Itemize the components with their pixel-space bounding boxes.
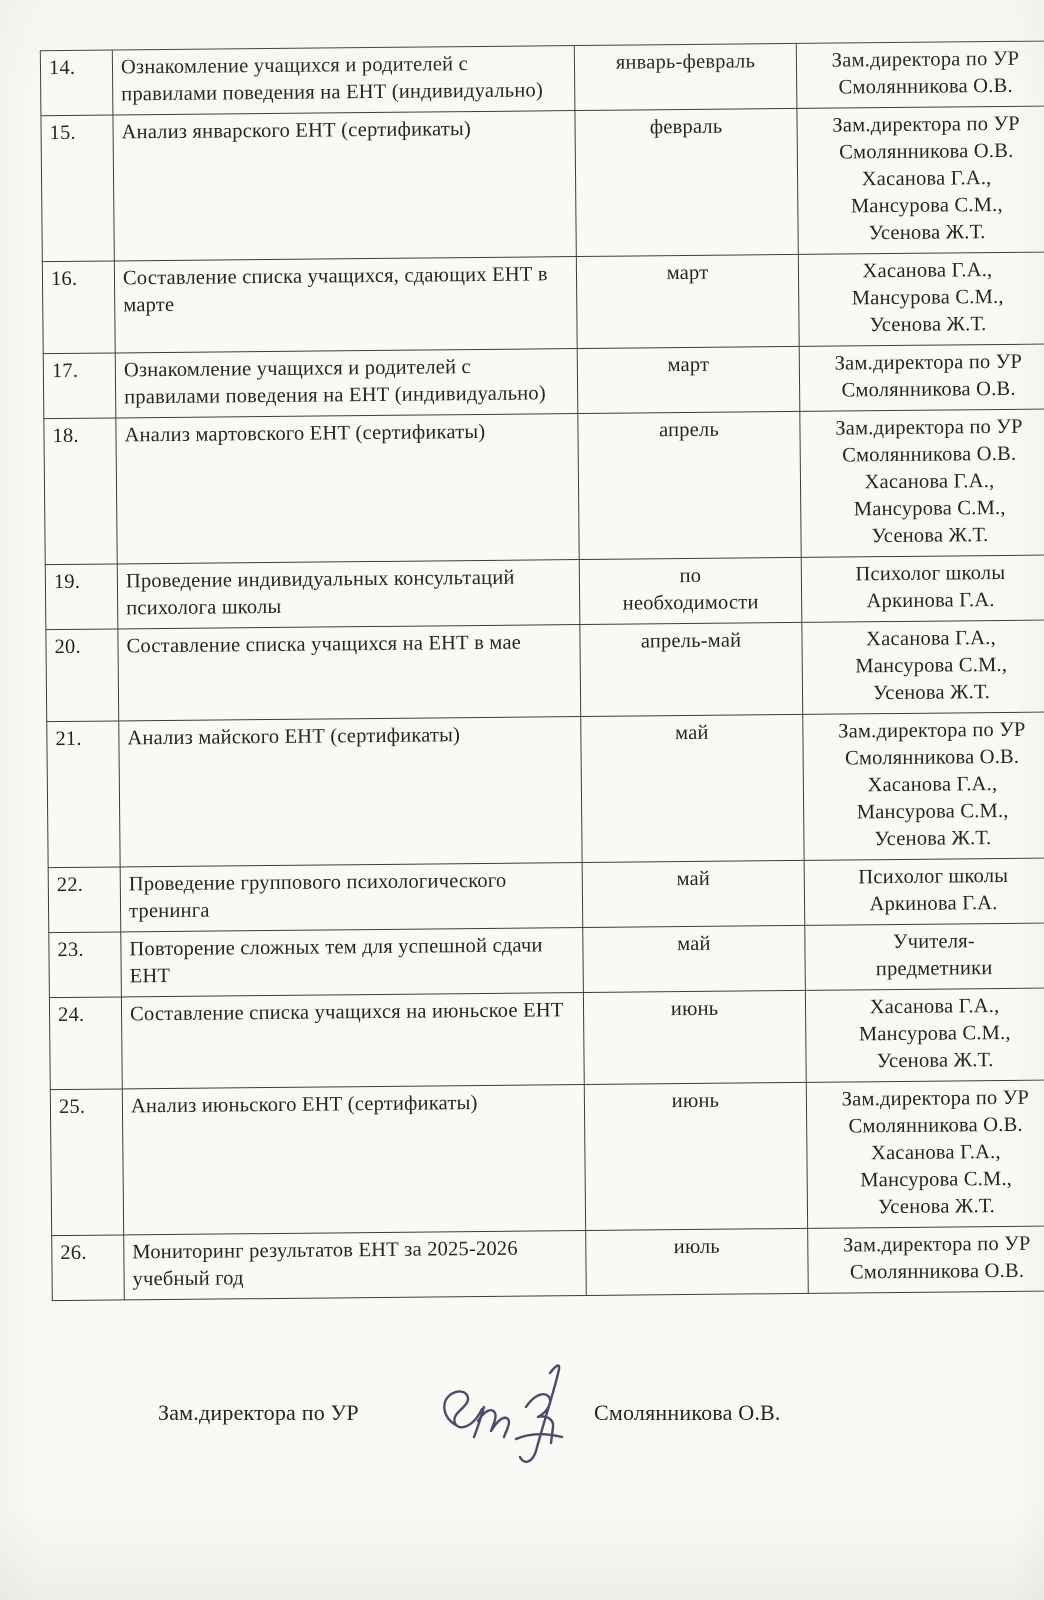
responsible-cell: Зам.директора по УР Смолянникова О.В. <box>808 1226 1044 1293</box>
row-number-cell: 14. <box>40 50 113 116</box>
row-number-cell: 23. <box>49 932 122 998</box>
responsible-cell: Зам.директора по УР Смолянникова О.В. <box>799 344 1044 411</box>
timing-cell: июнь <box>583 990 806 1084</box>
responsible-cell: Зам.директора по УР Смолянникова О.В. Хасанова Г.А., Мансурова С.М., Усенова Ж.Т. <box>803 712 1044 860</box>
table-row <box>48 858 1044 933</box>
row-number-cell: 16. <box>42 261 115 354</box>
responsible-cell: Психолог школы Аркинова Г.А. <box>804 858 1044 925</box>
activity-cell: Анализ январского ЕНТ (сертификаты) <box>113 111 576 261</box>
activity-cell: Составление списка учащихся, сдающих ЕНТ в марте <box>114 257 577 353</box>
row-number-cell: 21. <box>47 721 120 868</box>
plan-table-body <box>40 41 1044 1301</box>
table-row <box>42 252 1044 354</box>
activity-cell: Мониторинг результатов ЕНТ за 2025-2026 учебный год <box>124 1231 587 1300</box>
table-row <box>52 1226 1044 1301</box>
activity-cell: Повторение сложных тем для успешной сдачи ЕНТ <box>121 928 584 997</box>
responsible-cell: Зам.директора по УР Смолянникова О.В. Хасанова Г.А., Мансурова С.М., Усенова Ж.Т. <box>806 1080 1044 1228</box>
row-number-cell: 15. <box>41 115 114 262</box>
row-number-cell: 17. <box>43 353 116 419</box>
responsible-cell: Зам.директора по УР Смолянникова О.В. Хасанова Г.А., Мансурова С.М., Усенова Ж.Т. <box>797 106 1044 254</box>
table-row <box>44 409 1044 565</box>
responsible-cell: Хасанова Г.А., Мансурова С.М., Усенова Ж.Т. <box>802 620 1044 714</box>
table-row <box>43 344 1044 419</box>
table-row <box>49 988 1044 1090</box>
timing-cell: январь-февраль <box>574 43 797 110</box>
timing-cell: май <box>582 860 805 927</box>
timing-cell: апрель-май <box>580 622 803 716</box>
timing-cell: май <box>583 925 806 992</box>
timing-cell: май <box>581 714 804 862</box>
signature-name-label: Смолянникова О.В. <box>594 1400 781 1425</box>
row-number-cell: 24. <box>49 997 122 1090</box>
activity-cell: Составление списка учащихся на июньское ЕНТ <box>121 993 584 1089</box>
timing-cell: июль <box>586 1228 809 1295</box>
handwritten-signature <box>432 1351 592 1469</box>
activity-cell: Ознакомление учащихся и родителей с правилами поведения на ЕНТ (индивидуально) <box>112 46 575 115</box>
timing-cell: март <box>576 254 799 348</box>
responsible-cell: Хасанова Г.А., Мансурова С.М., Усенова Ж.Т. <box>798 252 1044 346</box>
row-number-cell: 26. <box>52 1235 125 1301</box>
signature-role-label: Зам.директора по УР <box>158 1400 359 1425</box>
table-row <box>49 923 1044 998</box>
timing-cell: апрель <box>578 411 801 559</box>
activity-cell: Анализ июньского ЕНТ (сертификаты) <box>122 1085 585 1235</box>
table-row <box>41 106 1044 262</box>
timing-cell: март <box>577 346 800 413</box>
timing-cell: февраль <box>575 108 798 256</box>
row-number-cell: 25. <box>50 1089 123 1236</box>
activity-cell: Составление списка учащихся на ЕНТ в мае <box>118 625 581 721</box>
responsible-cell: Хасанова Г.А., Мансурова С.М., Усенова Ж.Т. <box>805 988 1044 1082</box>
row-number-cell: 20. <box>46 629 119 722</box>
responsible-cell: Психолог школы Аркинова Г.А. <box>801 555 1044 622</box>
timing-cell: по необходимости <box>579 557 802 624</box>
activity-cell: Анализ майского ЕНТ (сертификаты) <box>119 717 582 867</box>
table-row <box>45 555 1044 630</box>
activity-cell: Ознакомление учащихся и родителей с правилами поведения на ЕНТ (индивидуально) <box>115 349 578 418</box>
plan-table <box>40 40 1044 1301</box>
timing-cell: июнь <box>584 1082 807 1230</box>
responsible-cell: Зам.директора по УР Смолянникова О.В. <box>796 41 1044 108</box>
responsible-cell: Зам.директора по УР Смолянникова О.В. Хасанова Г.А., Мансурова С.М., Усенова Ж.Т. <box>800 409 1044 557</box>
row-number-cell: 19. <box>45 564 118 630</box>
activity-cell: Проведение индивидуальных консультаций психолога школы <box>117 560 580 629</box>
row-number-cell: 18. <box>44 418 117 565</box>
signature-block <box>0 1343 1044 1473</box>
table-row <box>46 620 1044 722</box>
activity-cell: Анализ мартовского ЕНТ (сертификаты) <box>116 414 579 564</box>
signature-ink-strokes <box>432 1351 592 1469</box>
row-number-cell: 22. <box>48 867 121 933</box>
table-row <box>40 41 1044 116</box>
table-row <box>47 712 1044 868</box>
activity-cell: Проведение группового психологического тренинга <box>120 863 583 932</box>
table-row <box>50 1080 1044 1236</box>
scanned-page-content <box>40 41 1031 1301</box>
responsible-cell: Учителя- предметники <box>805 923 1044 990</box>
